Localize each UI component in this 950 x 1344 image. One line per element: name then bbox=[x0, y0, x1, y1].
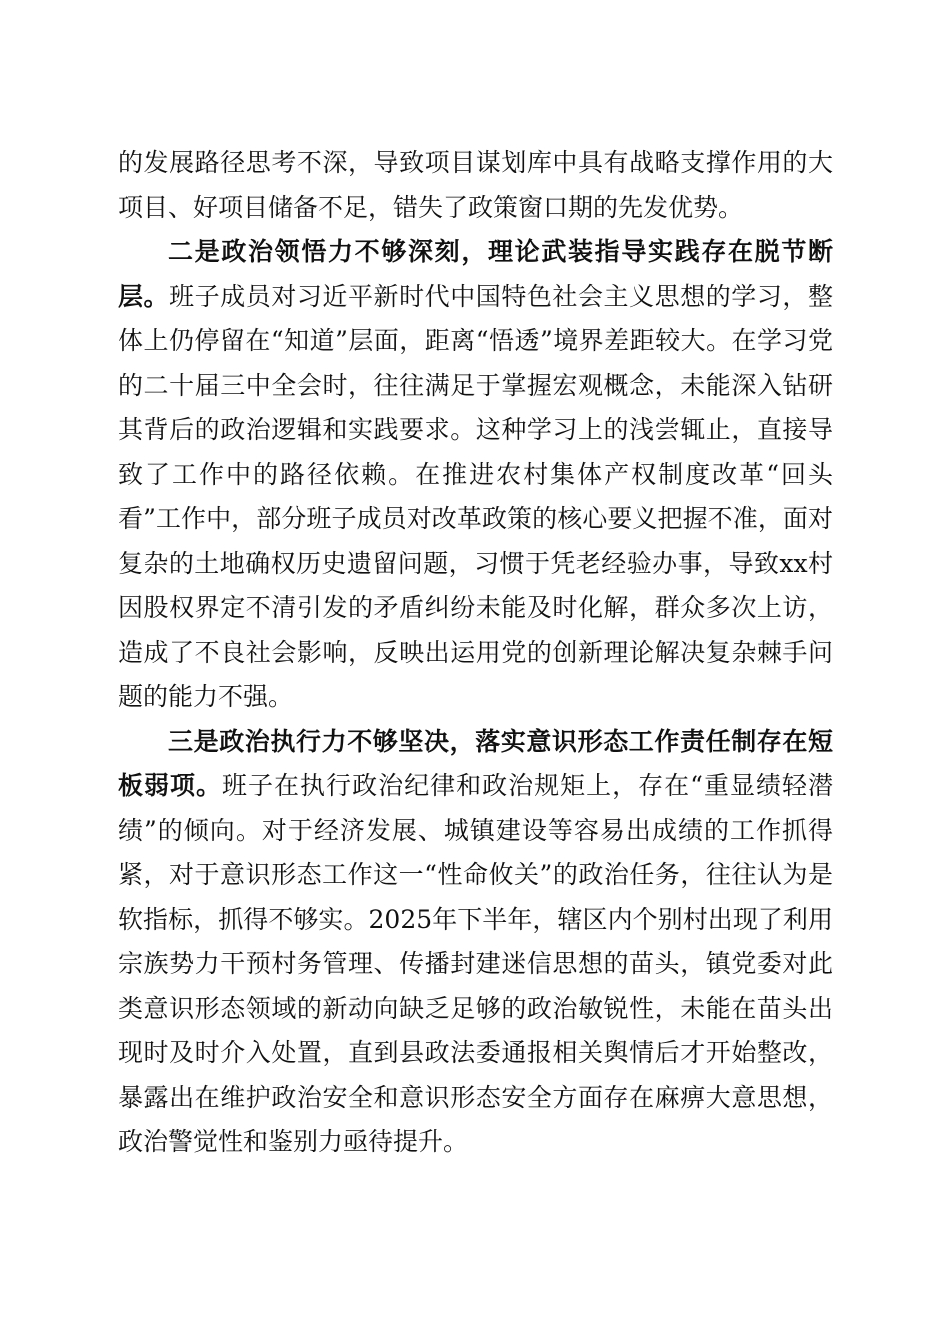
section-2-body: 班子成员对习近平新时代中国特色社会主义思想的学习，整体上仍停留在“知道”层面，距离“悟透”境界差距较大。在学习党的二十届三中全会时，往往满足于掌握宏观概念，未能深入钻研其背后的政治逻辑和实践要求。这种学习上的浅尝辄止，直接导致了工作中的路径依赖。在推进农村集体产权制度改革“回头看”工作中，部分班子成员对改革政策的核心要义把握不准，面对复杂的土地确权历史遗留问题，习惯于凭老经验办事，导致xx村因股权界定不清引发的矛盾纠纷未能及时化解，群众多次上访，造成了不良社会影响，反映出运用党的创新理论解决复杂棘手问题的能力不强。 bbox=[118, 281, 833, 711]
continuation-paragraph: 的发展路径思考不深，导致项目谋划库中具有战略支撑作用的大项目、好项目储备不足，错失了政策窗口期的先发优势。 bbox=[118, 148, 833, 222]
section-2-heading: 二是政治领悟力不够深刻，理论武装指导实践存在脱节断层。 bbox=[118, 237, 833, 311]
section-2-paragraph bbox=[118, 230, 833, 720]
document-body bbox=[118, 141, 833, 1165]
section-3-heading: 三是政治执行力不够坚决，落实意识形态工作责任制存在短板弱项。 bbox=[118, 726, 833, 800]
section-3-body: 班子在执行政治纪律和政治规矩上，存在“重显绩轻潜绩”的倾向。对于经济发展、城镇建设等容易出成绩的工作抓得紧，对于意识形态工作这一“性命攸关”的政治任务，往往认为是软指标，抓得不够实。2025年下半年，辖区内个别村出现了利用宗族势力干预村务管理、传播封建迷信思想的苗头，镇党委对此类意识形态领域的新动向缺乏足够的政治敏锐性，未能在苗头出现时及时介入处置，直到县政法委通报相关舆情后才开始整改，暴露出在维护政治安全和意识形态安全方面存在麻痹大意思想，政治警觉性和鉴别力亟待提升。 bbox=[118, 771, 833, 1156]
section-3-paragraph bbox=[118, 720, 833, 1165]
